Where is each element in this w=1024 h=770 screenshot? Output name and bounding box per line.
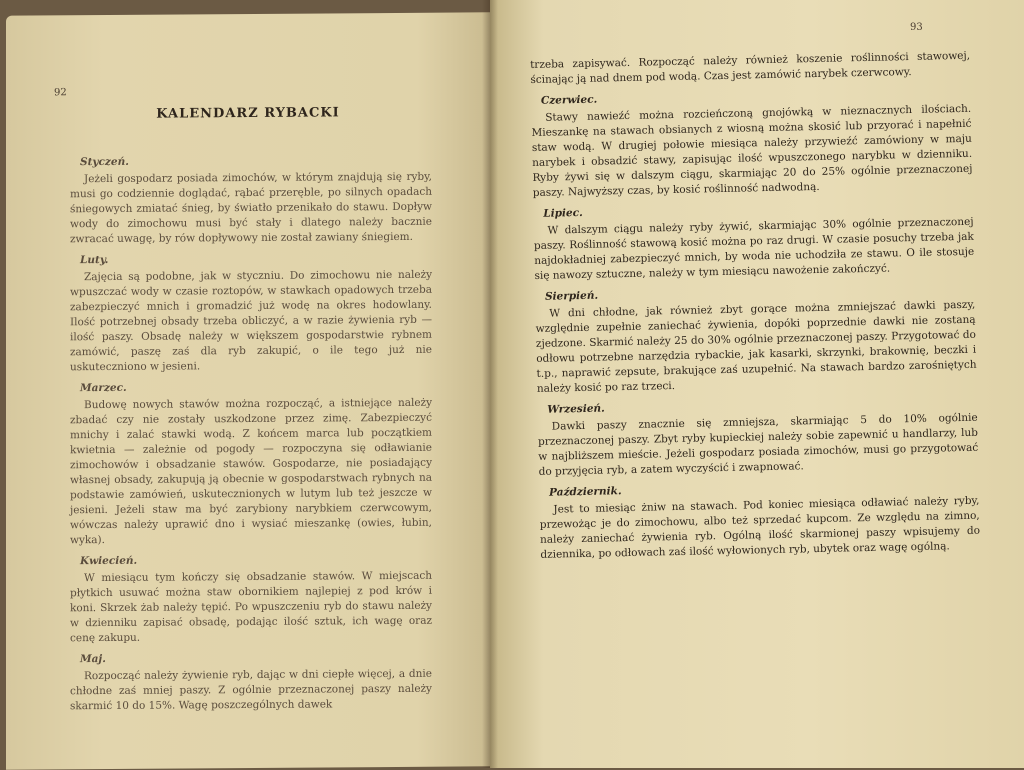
month-paragraph: Jeżeli gospodarz posiada zimochów, w którym znajdują się ryby, musi go codziennie doglądać, rąbać przeręble, po silnych opadach śniegowych zmiatać śnieg, by światło przenikało do stawu. Dopływ wody do zimochowu musi być stały i dlatego należy bacznie zwracać uwagę, by rów dopływowy nie został zawiany śniegiem. — [70, 170, 432, 246]
month-heading: Marzec. — [80, 381, 127, 395]
month-paragraph: Stawy nawieźć można rozcieńczoną gnojówką w nieznacznych ilościach. Mieszankę na stawach obsianych z wiosną można skosić lub przyorać i napełnić staw wodą. W drugiej połowie miesiąca należy przywieźć zamówiony w maju narybek i obsadzić stawy, zapisując ilość wpuszczonego narybku w dzienniku. Ryby żywi się w dalszym ciągu, skarmiając 20 do 25% ogólnie przeznaczonej paszy. Najwyższy czas, by kosić roślinność nadwodną. — [531, 102, 973, 199]
month-heading: Kwiecień. — [80, 554, 138, 568]
month-heading: Luty. — [80, 253, 109, 267]
left-page — [6, 12, 490, 769]
month-paragraph: Rozpocząć należy żywienie ryb, dając w dni ciepłe więcej, a dnie chłodne zaś mniej paszy. Z ogólnie przeznaczonej paszy należy skarmić 10 do 15%. Wagę poszczególnych dawek — [70, 667, 432, 713]
book-gutter — [482, 0, 498, 768]
month-heading: Styczeń. — [80, 155, 129, 169]
month-heading: Maj. — [80, 652, 106, 666]
month-paragraph: W miesiącu tym kończy się obsadzanie stawów. W miejscach płytkich usuwać można staw obornikiem najlepiej z pod krów i koni. Skrzek żab należy tępić. Po wpuszczeniu ryb do stawu należy w dzienniku zapisać obsadę, podając ilość sztuk, ich wagę oraz cenę zakupu. — [70, 569, 432, 645]
month-paragraph: Zajęcia są podobne, jak w styczniu. Do zimochowu nie należy wpuszczać wody w czasie roztopów, w stawkach opadowych trzeba zabezpieczyć mnich i gromadzić już wodę na okres hodowlany. Ilość potrzebnej obsady trzeba obliczyć, a w razie żywienia ryb — ilość paszy. Obsadę należy w większem gospodarstwie rybnem zamówić, paszę zaś dla ryb zakupić, o ile tego już nie uskuteczniono w jesieni. — [70, 268, 432, 374]
page-number-right: 93 — [910, 22, 923, 33]
continued-paragraph: trzeba zapisywać. Rozpocząć należy również koszenie roślinności stawowej, ścinając ją nad dnem pod wodą. Czas jest zamówić narybek czerwcowy. — [530, 49, 971, 86]
month-paragraph: Dawki paszy znacznie się zmniejsza, skarmiając 5 do 10% ogólnie przeznaczonej paszy. Zbyt ryby kupieckiej należy sobie zapewnić u handlarzy, lub w najbliższem mieście. Jeżeli gospodarz posiada zimochów, musi go przygotować do przyjęcia ryb, a zatem wyczyścić i zwapnować. — [537, 411, 979, 478]
month-heading: Czerwiec. — [540, 93, 598, 107]
month-paragraph: W dalszym ciągu należy ryby żywić, skarmiając 30% ogólnie przeznaczonej paszy. Roślinność stawową kosić można po raz drugi. W czasie posuchy trzeba jak najdokładniej zabezpieczyć mnich, by woda nie uchodziła ze stawu. O ile stosuje się nawozy sztuczne, należy w tym miesiącu nawożenie zakończyć. — [533, 215, 975, 282]
month-paragraph: Jest to miesiąc żniw na stawach. Pod koniec miesiąca odławiać należy ryby, przewożąc je do zimochowu, albo też sprzedać kupcom. Ze względu na zimno, należy zaniechać żywienia ryb. Ogólną ilość skarmionej paszy wpisujemy do dziennika, po odłowach zaś ilość wyłowionych ryb, ubytek oraz wagę ogólną. — [539, 494, 981, 561]
right-page-body — [530, 49, 980, 563]
month-heading: Lipiec. — [543, 206, 583, 220]
month-heading: Wrzesień. — [547, 402, 605, 416]
month-heading: Sierpień. — [544, 289, 599, 303]
month-paragraph: W dni chłodne, jak również zbyt gorące można zmniejszać dawki paszy, względnie zupełnie zaniechać żywienia, dopóki poprzednie dawki nie zostaną zjedzone. Skarmić należy 25 do 30% ogólnie przeznaczonej paszy. Przygotować do odłowu potrzebne narzędzia rybackie, jak kasarki, skrzynki, brakownię, beczki i t.p., naprawić zepsute, brakujące zaś uzupełnić. Na stawach bardzo zarośniętych należy kosić po raz trzeci. — [535, 298, 977, 395]
month-paragraph: Budowę nowych stawów można rozpocząć, a istniejące należy zbadać czy nie zostały uszkodzone przez zimę. Zabezpieczyć mnichy i zalać stawki wodą. Z końcem marca lub początkiem kwietnia — zależnie od pogody — rozpoczyna się odławianie zimochowów i obsadzanie stawów. Gospodarze, nie posiadający własnej obsady, zakupują ją obecnie w gospodarstwach rybnych na podstawie zamówień, uskutecznionych w lutym lub też jeszcze w jesieni. Jeżeli staw ma być zarybiony narybkiem czerwcowym, wówczas należy uprawić dno i wysiać mieszankę (owies, łubin, wyka). — [70, 396, 432, 547]
left-page-body — [70, 147, 432, 715]
page-title: KALENDARZ RYBACKI — [156, 105, 340, 122]
month-heading: Październik. — [548, 485, 622, 499]
right-page — [490, 0, 1024, 768]
page-number-left: 92 — [54, 87, 67, 99]
